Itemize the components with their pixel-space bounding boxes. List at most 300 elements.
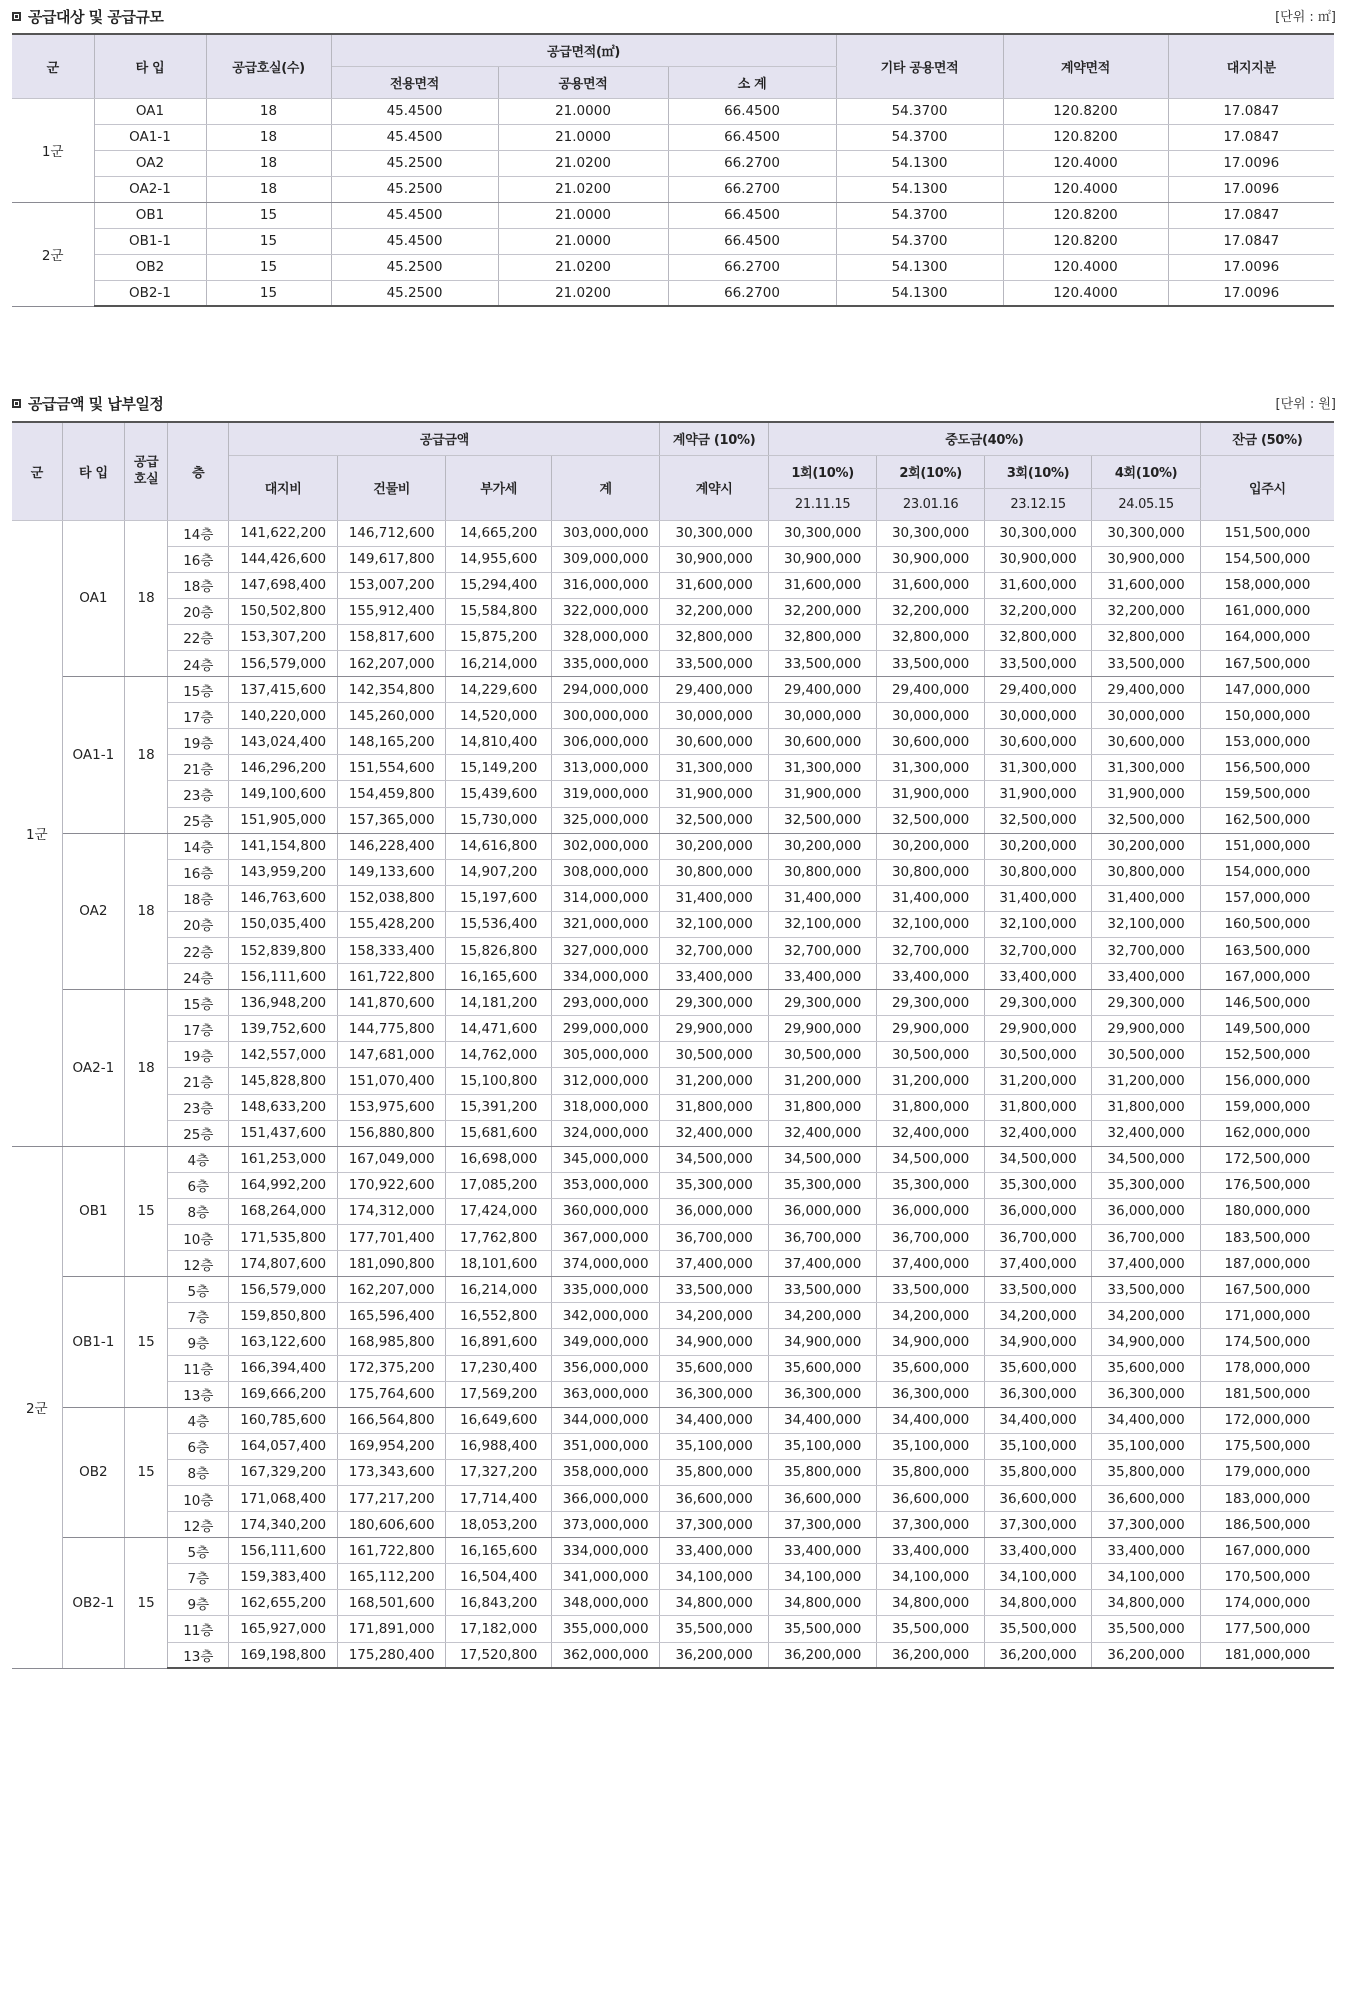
- balance-cell: 153,000,000: [1200, 729, 1334, 755]
- middle-2-cell: 37,400,000: [877, 1251, 984, 1277]
- middle-2-cell: 32,700,000: [877, 938, 984, 964]
- middle-3-cell: 34,800,000: [984, 1590, 1091, 1616]
- land-cost-cell: 171,068,400: [229, 1485, 337, 1511]
- building-cost-cell: 175,280,400: [337, 1642, 445, 1668]
- type-cell: OB1-1: [62, 1277, 124, 1407]
- subtotal-cell: 66.2700: [668, 150, 836, 176]
- building-cost-cell: 144,775,800: [337, 1016, 445, 1042]
- middle-1-cell: 35,300,000: [768, 1172, 876, 1198]
- table-row: [12, 520, 1334, 546]
- vat-cell: 15,197,600: [446, 885, 551, 911]
- middle-3-cell: 33,400,000: [984, 1538, 1091, 1564]
- balance-cell: 162,000,000: [1200, 1120, 1334, 1146]
- vat-cell: 14,229,600: [446, 677, 551, 703]
- contract-area-cell: 120.8200: [1003, 98, 1168, 124]
- deposit-cell: 37,300,000: [660, 1512, 768, 1538]
- middle-1-cell: 30,300,000: [768, 520, 876, 546]
- land-cost-cell: 159,383,400: [229, 1564, 337, 1590]
- deposit-cell: 34,100,000: [660, 1564, 768, 1590]
- balance-cell: 158,000,000: [1200, 572, 1334, 598]
- floor-cell: 5층: [168, 1538, 229, 1564]
- middle-2-cell: 36,200,000: [877, 1642, 984, 1668]
- middle-4-cell: 36,300,000: [1092, 1381, 1201, 1407]
- middle-4-cell: 32,700,000: [1092, 938, 1201, 964]
- header-total: 계: [551, 455, 660, 520]
- middle-3-cell: 35,100,000: [984, 1433, 1091, 1459]
- vat-cell: 16,214,000: [446, 650, 551, 676]
- floor-cell: 18층: [168, 572, 229, 598]
- total-cell: 325,000,000: [551, 807, 660, 833]
- middle-4-cell: 33,400,000: [1092, 1538, 1201, 1564]
- land-cost-cell: 163,122,600: [229, 1329, 337, 1355]
- deposit-cell: 33,500,000: [660, 1277, 768, 1303]
- header-type: 타 입: [62, 422, 124, 520]
- deposit-cell: 33,400,000: [660, 964, 768, 990]
- land-cost-cell: 156,579,000: [229, 1277, 337, 1303]
- floor-cell: 20층: [168, 911, 229, 937]
- common-area-cell: 21.0200: [498, 176, 668, 202]
- middle-1-cell: 30,900,000: [768, 546, 876, 572]
- table-row: [12, 1512, 1334, 1538]
- middle-4-cell: 35,800,000: [1092, 1459, 1201, 1485]
- land-cost-cell: 150,502,800: [229, 598, 337, 624]
- middle-4-cell: 37,300,000: [1092, 1512, 1201, 1538]
- supply-area-table: [12, 33, 1334, 307]
- vat-cell: 16,504,400: [446, 1564, 551, 1590]
- exclusive-area-cell: 45.2500: [331, 254, 498, 280]
- middle-3-cell: 30,600,000: [984, 729, 1091, 755]
- middle-1-cell: 33,500,000: [768, 1277, 876, 1303]
- middle-2-cell: 32,200,000: [877, 598, 984, 624]
- deposit-cell: 32,700,000: [660, 938, 768, 964]
- building-cost-cell: 165,596,400: [337, 1303, 445, 1329]
- middle-1-cell: 36,300,000: [768, 1381, 876, 1407]
- exclusive-area-cell: 45.2500: [331, 176, 498, 202]
- exclusive-area-cell: 45.4500: [331, 202, 498, 228]
- middle-2-cell: 32,800,000: [877, 624, 984, 650]
- table-row: [12, 807, 1334, 833]
- middle-3-cell: 30,500,000: [984, 1042, 1091, 1068]
- subtotal-cell: 66.4500: [668, 202, 836, 228]
- building-cost-cell: 181,090,800: [337, 1251, 445, 1277]
- deposit-cell: 30,500,000: [660, 1042, 768, 1068]
- other-common-area-cell: 54.3700: [836, 98, 1003, 124]
- table-row: [12, 1485, 1334, 1511]
- header-group: 군: [12, 34, 94, 98]
- type-cell: OA2: [94, 150, 206, 176]
- middle-2-cell: 31,400,000: [877, 885, 984, 911]
- middle-3-cell: 29,900,000: [984, 1016, 1091, 1042]
- header-middle-2: 2회(10%): [877, 455, 984, 488]
- land-cost-cell: 142,557,000: [229, 1042, 337, 1068]
- deposit-cell: 34,400,000: [660, 1407, 768, 1433]
- middle-3-cell: 36,000,000: [984, 1198, 1091, 1224]
- units-cell: 15: [124, 1407, 167, 1537]
- deposit-cell: 31,300,000: [660, 755, 768, 781]
- middle-3-cell: 34,400,000: [984, 1407, 1091, 1433]
- balance-cell: 172,000,000: [1200, 1407, 1334, 1433]
- middle-2-cell: 35,800,000: [877, 1459, 984, 1485]
- floor-cell: 11층: [168, 1355, 229, 1381]
- middle-1-cell: 36,200,000: [768, 1642, 876, 1668]
- total-cell: 335,000,000: [551, 1277, 660, 1303]
- land-cost-cell: 147,698,400: [229, 572, 337, 598]
- middle-3-cell: 30,900,000: [984, 546, 1091, 572]
- middle-1-cell: 34,900,000: [768, 1329, 876, 1355]
- middle-3-cell: 32,200,000: [984, 598, 1091, 624]
- middle-3-cell: 31,600,000: [984, 572, 1091, 598]
- vat-cell: 14,955,600: [446, 546, 551, 572]
- deposit-cell: 35,800,000: [660, 1459, 768, 1485]
- table-row: [12, 1042, 1334, 1068]
- middle-2-cell: 29,400,000: [877, 677, 984, 703]
- middle-4-cell: 30,200,000: [1092, 833, 1201, 859]
- header-date-3: 23.12.15: [984, 488, 1091, 520]
- group-cell: 1군: [12, 98, 94, 202]
- vat-cell: 15,294,400: [446, 572, 551, 598]
- middle-3-cell: 36,600,000: [984, 1485, 1091, 1511]
- total-cell: 294,000,000: [551, 677, 660, 703]
- total-cell: 312,000,000: [551, 1068, 660, 1094]
- balance-cell: 181,000,000: [1200, 1642, 1334, 1668]
- total-cell: 305,000,000: [551, 1042, 660, 1068]
- middle-2-cell: 31,600,000: [877, 572, 984, 598]
- vat-cell: 15,875,200: [446, 624, 551, 650]
- group-cell: 1군: [12, 520, 62, 1146]
- middle-3-cell: 32,500,000: [984, 807, 1091, 833]
- table-row: [12, 1538, 1334, 1564]
- middle-2-cell: 33,400,000: [877, 1538, 984, 1564]
- total-cell: 351,000,000: [551, 1433, 660, 1459]
- land-share-cell: 17.0096: [1168, 254, 1334, 280]
- exclusive-area-cell: 45.2500: [331, 150, 498, 176]
- land-cost-cell: 146,296,200: [229, 755, 337, 781]
- building-cost-cell: 151,554,600: [337, 755, 445, 781]
- middle-3-cell: 35,300,000: [984, 1172, 1091, 1198]
- balance-cell: 167,500,000: [1200, 650, 1334, 676]
- middle-1-cell: 35,800,000: [768, 1459, 876, 1485]
- building-cost-cell: 158,817,600: [337, 624, 445, 650]
- balance-cell: 174,000,000: [1200, 1590, 1334, 1616]
- table-row: [12, 254, 1334, 280]
- other-common-area-cell: 54.3700: [836, 202, 1003, 228]
- land-cost-cell: 161,253,000: [229, 1146, 337, 1172]
- vat-cell: 14,907,200: [446, 859, 551, 885]
- middle-2-cell: 33,400,000: [877, 964, 984, 990]
- section1-title-text: 공급대상 및 공급규모: [28, 8, 164, 26]
- balance-cell: 156,500,000: [1200, 755, 1334, 781]
- total-cell: 319,000,000: [551, 781, 660, 807]
- middle-4-cell: 34,100,000: [1092, 1564, 1201, 1590]
- middle-1-cell: 34,200,000: [768, 1303, 876, 1329]
- total-cell: 342,000,000: [551, 1303, 660, 1329]
- table-row: [12, 1016, 1334, 1042]
- land-share-cell: 17.0096: [1168, 176, 1334, 202]
- section2-unit: [단위 : 원]: [1275, 397, 1336, 412]
- total-cell: 302,000,000: [551, 833, 660, 859]
- vat-cell: 17,327,200: [446, 1459, 551, 1485]
- middle-2-cell: 35,100,000: [877, 1433, 984, 1459]
- table-row: [12, 964, 1334, 990]
- middle-1-cell: 31,300,000: [768, 755, 876, 781]
- middle-3-cell: 36,200,000: [984, 1642, 1091, 1668]
- building-cost-cell: 146,228,400: [337, 833, 445, 859]
- total-cell: 366,000,000: [551, 1485, 660, 1511]
- middle-4-cell: 33,500,000: [1092, 650, 1201, 676]
- contract-area-cell: 120.4000: [1003, 150, 1168, 176]
- type-cell: OA2: [62, 833, 124, 990]
- middle-3-cell: 32,700,000: [984, 938, 1091, 964]
- middle-2-cell: 32,500,000: [877, 807, 984, 833]
- middle-4-cell: 34,800,000: [1092, 1590, 1201, 1616]
- middle-3-cell: 37,300,000: [984, 1512, 1091, 1538]
- subtotal-cell: 66.4500: [668, 98, 836, 124]
- balance-cell: 154,500,000: [1200, 546, 1334, 572]
- middle-1-cell: 34,100,000: [768, 1564, 876, 1590]
- middle-3-cell: 31,200,000: [984, 1068, 1091, 1094]
- middle-1-cell: 37,400,000: [768, 1251, 876, 1277]
- floor-cell: 12층: [168, 1512, 229, 1538]
- table-row: [12, 1094, 1334, 1120]
- vat-cell: 17,085,200: [446, 1172, 551, 1198]
- vat-cell: 17,182,000: [446, 1616, 551, 1642]
- land-cost-cell: 156,579,000: [229, 650, 337, 676]
- floor-cell: 5층: [168, 1277, 229, 1303]
- total-cell: 353,000,000: [551, 1172, 660, 1198]
- middle-1-cell: 37,300,000: [768, 1512, 876, 1538]
- building-cost-cell: 177,217,200: [337, 1485, 445, 1511]
- vat-cell: 17,424,000: [446, 1198, 551, 1224]
- land-share-cell: 17.0847: [1168, 228, 1334, 254]
- land-cost-cell: 153,307,200: [229, 624, 337, 650]
- balance-cell: 157,000,000: [1200, 885, 1334, 911]
- middle-2-cell: 34,400,000: [877, 1407, 984, 1433]
- vat-cell: 16,843,200: [446, 1590, 551, 1616]
- subtotal-cell: 66.4500: [668, 124, 836, 150]
- units-cell: 18: [206, 176, 331, 202]
- total-cell: 327,000,000: [551, 938, 660, 964]
- land-share-cell: 17.0847: [1168, 202, 1334, 228]
- building-cost-cell: 153,007,200: [337, 572, 445, 598]
- building-cost-cell: 141,870,600: [337, 990, 445, 1016]
- vat-cell: 17,762,800: [446, 1225, 551, 1251]
- units-cell: 18: [124, 520, 167, 677]
- middle-1-cell: 36,600,000: [768, 1485, 876, 1511]
- deposit-cell: 32,800,000: [660, 624, 768, 650]
- vat-cell: 18,053,200: [446, 1512, 551, 1538]
- vat-cell: 15,826,800: [446, 938, 551, 964]
- floor-cell: 19층: [168, 1042, 229, 1068]
- middle-1-cell: 32,200,000: [768, 598, 876, 624]
- total-cell: 316,000,000: [551, 572, 660, 598]
- middle-3-cell: 29,300,000: [984, 990, 1091, 1016]
- header-units: 공급호실(수): [206, 34, 331, 98]
- middle-3-cell: 30,200,000: [984, 833, 1091, 859]
- header-date-4: 24.05.15: [1092, 488, 1201, 520]
- table-row: [12, 1459, 1334, 1485]
- other-common-area-cell: 54.1300: [836, 254, 1003, 280]
- building-cost-cell: 155,428,200: [337, 911, 445, 937]
- header-land-cost: 대지비: [229, 455, 337, 520]
- balance-cell: 150,000,000: [1200, 703, 1334, 729]
- floor-cell: 21층: [168, 755, 229, 781]
- type-cell: OA1-1: [62, 677, 124, 834]
- building-cost-cell: 162,207,000: [337, 1277, 445, 1303]
- deposit-cell: 34,200,000: [660, 1303, 768, 1329]
- middle-4-cell: 34,200,000: [1092, 1303, 1201, 1329]
- building-cost-cell: 148,165,200: [337, 729, 445, 755]
- middle-2-cell: 32,100,000: [877, 911, 984, 937]
- land-share-cell: 17.0847: [1168, 124, 1334, 150]
- middle-2-cell: 35,500,000: [877, 1616, 984, 1642]
- balance-cell: 164,000,000: [1200, 624, 1334, 650]
- type-cell: OB1-1: [94, 228, 206, 254]
- header-deposit-when: 계약시: [660, 455, 768, 520]
- header-land-share: 대지지분: [1168, 34, 1334, 98]
- deposit-cell: 32,200,000: [660, 598, 768, 624]
- building-cost-cell: 157,365,000: [337, 807, 445, 833]
- header-units: 공급 호실: [124, 422, 167, 520]
- middle-3-cell: 31,900,000: [984, 781, 1091, 807]
- middle-3-cell: 34,200,000: [984, 1303, 1091, 1329]
- building-cost-cell: 170,922,600: [337, 1172, 445, 1198]
- deposit-cell: 30,300,000: [660, 520, 768, 546]
- header-balance: 잔금 (50%): [1200, 422, 1334, 455]
- header-group: 군: [12, 422, 62, 520]
- middle-1-cell: 29,400,000: [768, 677, 876, 703]
- floor-cell: 6층: [168, 1172, 229, 1198]
- middle-3-cell: 30,300,000: [984, 520, 1091, 546]
- land-cost-cell: 156,111,600: [229, 964, 337, 990]
- middle-4-cell: 35,100,000: [1092, 1433, 1201, 1459]
- floor-cell: 22층: [168, 938, 229, 964]
- balance-cell: 187,000,000: [1200, 1251, 1334, 1277]
- floor-cell: 15층: [168, 677, 229, 703]
- table-row: [12, 1590, 1334, 1616]
- other-common-area-cell: 54.1300: [836, 176, 1003, 202]
- header-contract-area: 계약면적: [1003, 34, 1168, 98]
- middle-1-cell: 32,500,000: [768, 807, 876, 833]
- building-cost-cell: 149,133,600: [337, 859, 445, 885]
- deposit-cell: 31,600,000: [660, 572, 768, 598]
- table-row: [12, 124, 1334, 150]
- vat-cell: 16,165,600: [446, 964, 551, 990]
- table-row: [12, 1355, 1334, 1381]
- deposit-cell: 36,300,000: [660, 1381, 768, 1407]
- middle-1-cell: 35,500,000: [768, 1616, 876, 1642]
- middle-4-cell: 36,700,000: [1092, 1225, 1201, 1251]
- section1-unit: [단위 : ㎡]: [1275, 10, 1336, 25]
- deposit-cell: 34,900,000: [660, 1329, 768, 1355]
- header-date-1: 21.11.15: [768, 488, 876, 520]
- middle-1-cell: 29,300,000: [768, 990, 876, 1016]
- deposit-cell: 35,300,000: [660, 1172, 768, 1198]
- middle-2-cell: 36,600,000: [877, 1485, 984, 1511]
- table-row: [12, 1251, 1334, 1277]
- floor-cell: 8층: [168, 1459, 229, 1485]
- vat-cell: 14,471,600: [446, 1016, 551, 1042]
- table-row: [12, 990, 1334, 1016]
- header-other-common: 기타 공용면적: [836, 34, 1003, 98]
- deposit-cell: 30,200,000: [660, 833, 768, 859]
- building-cost-cell: 169,954,200: [337, 1433, 445, 1459]
- balance-cell: 161,000,000: [1200, 598, 1334, 624]
- total-cell: 318,000,000: [551, 1094, 660, 1120]
- deposit-cell: 32,100,000: [660, 911, 768, 937]
- land-cost-cell: 150,035,400: [229, 911, 337, 937]
- group-cell: 2군: [12, 202, 94, 306]
- units-cell: 15: [206, 280, 331, 306]
- middle-3-cell: 35,600,000: [984, 1355, 1091, 1381]
- middle-4-cell: 34,900,000: [1092, 1329, 1201, 1355]
- deposit-cell: 34,800,000: [660, 1590, 768, 1616]
- vat-cell: 15,391,200: [446, 1094, 551, 1120]
- building-cost-cell: 154,459,800: [337, 781, 445, 807]
- section2-title-text: 공급금액 및 납부일정: [28, 395, 164, 413]
- header-building-cost: 건물비: [337, 455, 445, 520]
- floor-cell: 23층: [168, 1094, 229, 1120]
- floor-cell: 13층: [168, 1642, 229, 1668]
- total-cell: 313,000,000: [551, 755, 660, 781]
- land-cost-cell: 141,154,800: [229, 833, 337, 859]
- middle-4-cell: 36,000,000: [1092, 1198, 1201, 1224]
- vat-cell: 15,439,600: [446, 781, 551, 807]
- units-cell: 18: [124, 677, 167, 834]
- balance-cell: 147,000,000: [1200, 677, 1334, 703]
- middle-1-cell: 35,100,000: [768, 1433, 876, 1459]
- middle-2-cell: 29,300,000: [877, 990, 984, 1016]
- table-row: [12, 1433, 1334, 1459]
- type-cell: OA1: [62, 520, 124, 677]
- table-row: [12, 1198, 1334, 1224]
- middle-1-cell: 29,900,000: [768, 1016, 876, 1042]
- vat-cell: 14,616,800: [446, 833, 551, 859]
- middle-2-cell: 30,900,000: [877, 546, 984, 572]
- table-row: [12, 703, 1334, 729]
- deposit-cell: 36,000,000: [660, 1198, 768, 1224]
- total-cell: 335,000,000: [551, 650, 660, 676]
- contract-area-cell: 120.8200: [1003, 228, 1168, 254]
- floor-cell: 18층: [168, 885, 229, 911]
- floor-cell: 16층: [168, 546, 229, 572]
- header-vat: 부가세: [446, 455, 551, 520]
- middle-4-cell: 31,800,000: [1092, 1094, 1201, 1120]
- balance-cell: 152,500,000: [1200, 1042, 1334, 1068]
- type-cell: OA2-1: [94, 176, 206, 202]
- middle-1-cell: 32,800,000: [768, 624, 876, 650]
- middle-4-cell: 34,400,000: [1092, 1407, 1201, 1433]
- table-row: [12, 885, 1334, 911]
- middle-4-cell: 29,300,000: [1092, 990, 1201, 1016]
- building-cost-cell: 156,880,800: [337, 1120, 445, 1146]
- land-cost-cell: 169,198,800: [229, 1642, 337, 1668]
- land-cost-cell: 160,785,600: [229, 1407, 337, 1433]
- deposit-cell: 35,500,000: [660, 1616, 768, 1642]
- floor-cell: 4층: [168, 1146, 229, 1172]
- middle-2-cell: 35,600,000: [877, 1355, 984, 1381]
- land-cost-cell: 148,633,200: [229, 1094, 337, 1120]
- balance-cell: 175,500,000: [1200, 1433, 1334, 1459]
- middle-2-cell: 36,700,000: [877, 1225, 984, 1251]
- building-cost-cell: 162,207,000: [337, 650, 445, 676]
- balance-cell: 159,000,000: [1200, 1094, 1334, 1120]
- header-middle-1: 1회(10%): [768, 455, 876, 488]
- header-middle-3: 3회(10%): [984, 455, 1091, 488]
- table-row: [12, 1068, 1334, 1094]
- building-cost-cell: 180,606,600: [337, 1512, 445, 1538]
- balance-cell: 180,000,000: [1200, 1198, 1334, 1224]
- deposit-cell: 30,000,000: [660, 703, 768, 729]
